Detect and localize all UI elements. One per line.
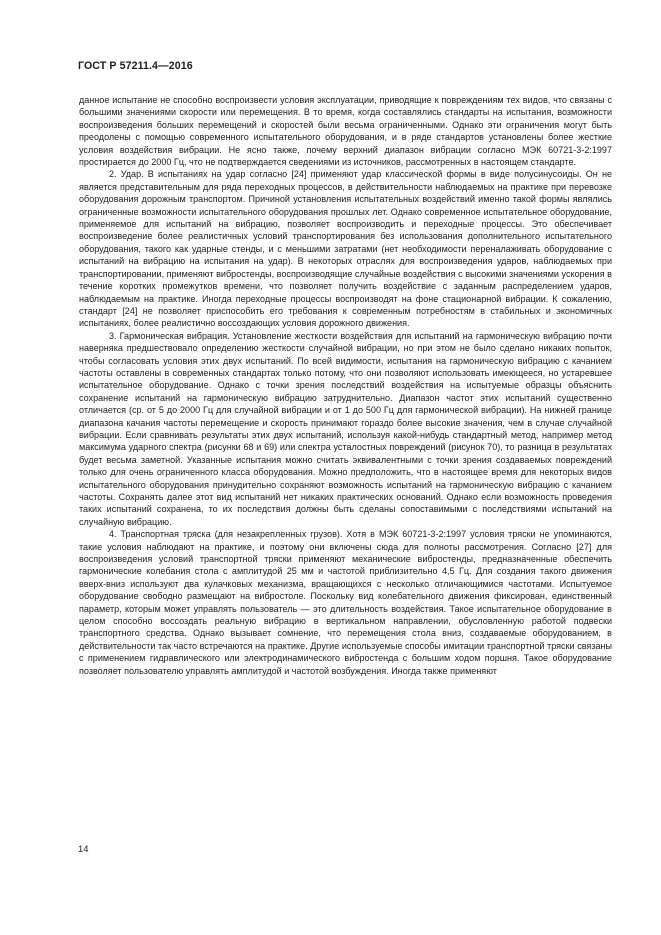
paragraph-continuation: данное испытание не способно воспроизвести условия эксплуатации, приводящие к повреждениям тех видов, что связаны с большими значениями скорости или перемещения. В то время, когда составлялись стандарты на испытания, возможности воспроизведения больших перемещений и скоростей были весьма ограниченными. Однако эти ограничения могут быть преодолены с помощью современного испытательного оборудования, и в ряде стандартов установлены более жесткие условия воздействия вибрации. Не ясно также, почему верхний диапазон вибрации согласно МЭК 60721-3-2:1997 простирается до 2000 Гц, что не подтверждается сведениями из источников, рассмотренных в настоящем стандарте.	[79, 95, 612, 168]
paragraph-shock: 2. Удар. В испытаниях на удар согласно [24] применяют удар классической формы в виде полусинусоиды. Он не является представительным для ряда переходных процессов, в действительности наблюдаемых на практике при перевозке оборудования дорожным транспортом. Причиной установления испытательных воздействий именно такой формы являлись ограниченные возможности испытательного оборудования прошлых лет. Однако современное испытательное оборудование, применяемое для испытаний на вибрацию, позволяет воспроизводить и переходные процессы. Это обеспечивает воспроизведение более реалистичных условий транспортирования без использования дополнительного испытательного оборудования, такого как ударные стенды, и с меньшими затратами (нет необходимости переналаживать оборудование с испытаний на вибрацию на испытания на удар). В некоторых отраслях для воспроизведения ударов, наблюдаемых при транспортировании, применяют вибростенды, воспроизводящие случайные воздействия с высокими значениями ускорения в течение коротких промежутков времени, что позволяет получить воздействие с заданным распределением ударов, наблюдаемым на практике. Иногда переходные процессы воспроизводят на фоне стационарной вибрации. К сожалению, стандарт [24] не позволяет приспособить его требования к современным потребностям в стабильных и экономичных испытаниях, более реалистично воссоздающих условия дорожного движения.	[79, 169, 612, 329]
standard-header: ГОСТ Р 57211.4—2016	[78, 60, 193, 72]
paragraph-transport-bounce: 4. Транспортная тряска (для незакрепленных грузов). Хотя в МЭК 60721-3-2:1997 условия тряски не упоминаются, такие условия наблюдают на практике, и поэтому они включены сюда для полноты рассмотрения. Согласно [27] для воспроизведения условий транспортной тряски применяют механические вибростенды, предназначенные обеспечить гармонические колебания стола с амплитудой 25 мм и частотой приблизительно 4,5 Гц. Для создания такого движения вверх-вниз используют два кулачковых механизма, вращающихся с несколько отличающимися частотами. Испытуемое оборудование свободно размещают на вибростоле. Поскольку вид колебательного движения фиксирован, единственный параметр, которым может управлять пользователь — это длительность воздействия. Такое испытательное оборудование в целом способно воссоздать реальную вибрацию в вертикальном направлении, обусловленную работой подвески транспортного средства. Однако вызывает сомнение, что перемещения стола вниз, создаваемые оборудованием, в действительности так часто встречаются на практике. Другие используемые способы имитации транспортной тряски связаны с применением гидравлического или электродинамического вибростенда с большим ходом поршня. Такое оборудование позволяет пользователю управлять амплитудой и частотой возбуждения. Иногда также применяют	[79, 529, 612, 676]
page-number: 14	[78, 843, 89, 854]
paragraph-sine-vibration: 3. Гармоническая вибрация. Установление жесткости воздействия для испытаний на гармоническую вибрацию почти наверняка предшествовало определению жесткости случайной вибрации, но при этом не было сделано никаких попыток, чтобы согласовать условия этих двух испытаний. По всей видимости, испытания на гармоническую вибрацию с качанием частоты оставлены в современных стандартах только потому, что они позволяют использовать имеющееся, но устаревшее испытательное оборудование. Однако с точки зрения последствий воздействия на испытуемые образцы объяснить сохранение испытаний на гармоническую вибрацию затруднительно. Диапазон частот этих испытаний существенно отличается (ср. от 5 до 2000 Гц для случайной вибрации и от 1 до 500 Гц для гармонической вибрации). На нижней границе диапазона качания частоты перемещение и скорость принимают гораздо более высокие значения, чем в случае случайной вибрации. Если сравнивать результаты этих двух испытаний, используя какой-нибудь стандартный метод, например метод максимума ударного спектра (рисунки 68 и 69) или спектра усталостных повреждений (рисунок 70), то разница в результатах будет весьма заметной. Указанные испытания можно считать эквивалентными с точки зрения создаваемых повреждений только для очень ограниченного класса оборудования. Можно предположить, что в настоящее время для некоторых видов испытательного оборудования принудительно сохраняют возможность испытаний на гармоническую вибрацию с качанием частоты. Сохранять далее этот вид испытаний нет никаких практических оснований. Однако если возможность проведения таких испытаний сохранена, то их последствия должны быть сделаны сопоставимыми с последствиями испытаний на случайную вибрацию.	[79, 330, 612, 527]
body-text	[79, 94, 612, 677]
